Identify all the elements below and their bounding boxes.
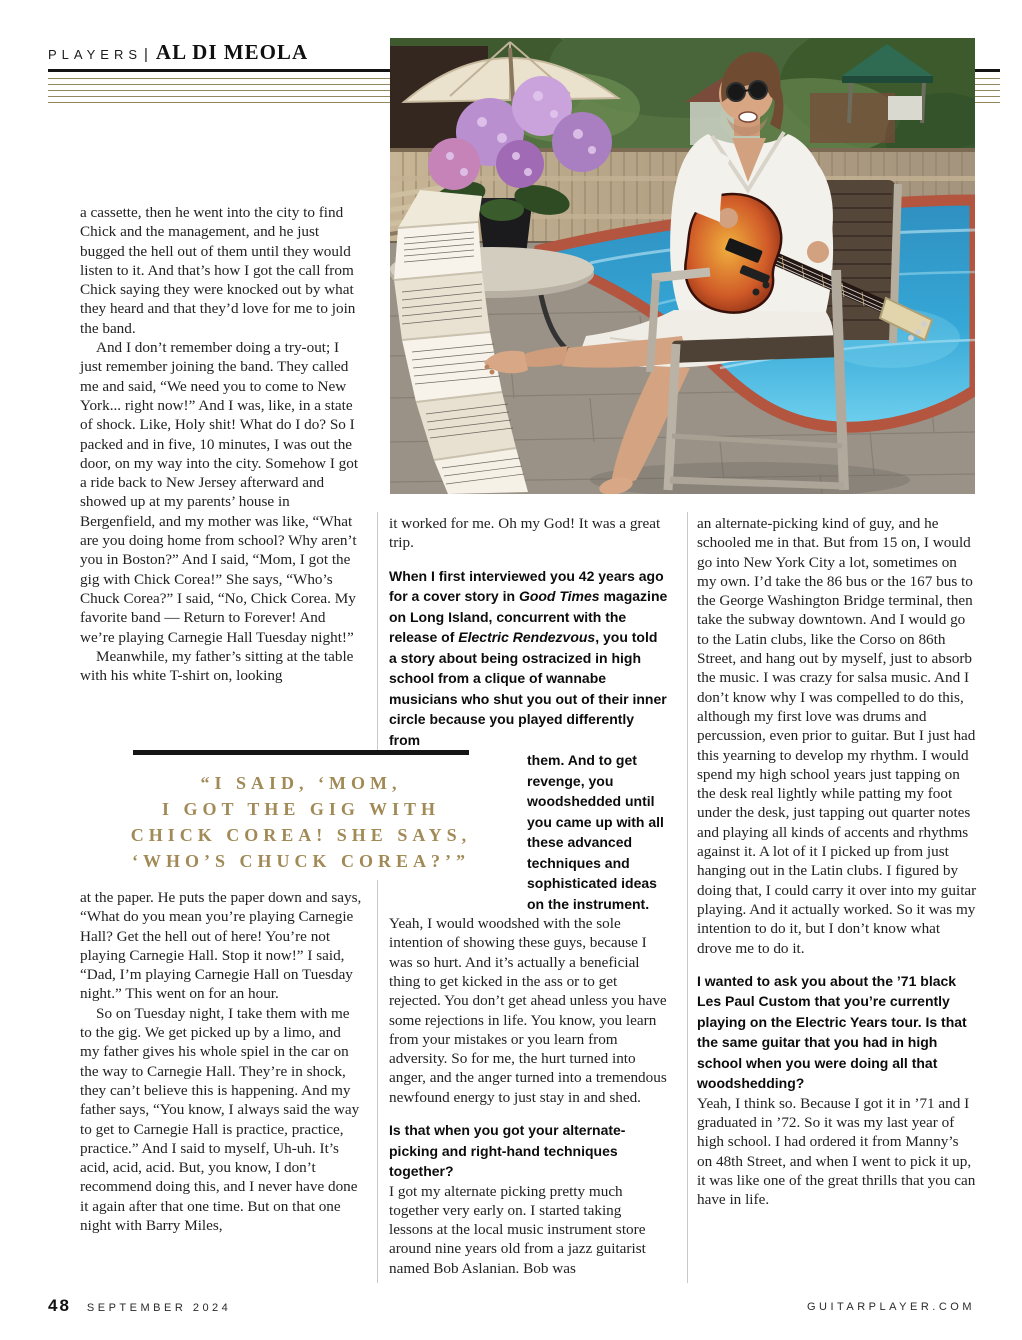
- pull-quote-line: ‘WHO’S CHUCK COREA?’”: [132, 851, 470, 871]
- interview-question: When I first interviewed you 42 years ago for a cover story in Good Times magazine on Long Island, concurrent with the release of Electric Rendezvous, you told a story about being ostracized in high school from a clique of wannabe musicians who shut you out of their inner circle because you played differently from: [389, 567, 668, 748]
- article-column-1-bottom: [80, 888, 362, 1235]
- section-header: [48, 40, 308, 65]
- column-divider: [687, 512, 688, 1283]
- website-url: GUITARPLAYER.COM: [806, 1301, 975, 1313]
- article-paragraph: Meanwhile, my father’s sitting at the table with his white T-shirt on, looking: [80, 647, 354, 685]
- article-column-2: [389, 514, 669, 1278]
- article-paragraph: So on Tuesday night, I take them with me to the gig. We get picked up by a limo, and my father gives his whole spiel in the car on the way to Carnegie Hall. They’re in shock, they can’t believe this is happening. And my father says, “You know, I always said the way to get to Carnegie Hall is practice, practice, practice.” And I said to myself, Uh-uh. It’s acid, acid, acid. But, you know, I don’t recommend doing this, and I never have done it again after that one time. But on that one night with Barry Miles,: [80, 1004, 360, 1235]
- page-number: 48: [48, 1296, 71, 1315]
- section-kicker: PLAYERS: [48, 47, 143, 62]
- kicker-separator: |: [144, 46, 148, 63]
- interview-answer: I got my alternate picking pretty much together very early on. I started taking lessons at the local music instrument store around nine years old from a jazz guitarist named Bob Aslanian. Bob was: [389, 1182, 646, 1277]
- interview-answer: an alternate-picking kind of guy, and he schooled me in that. But from 15 on, I would go into New York City a lot, sometimes on my own. I’d take the 86 bus or the 167 bus to the George Washington Bridge terminal, then take the subway downtown. And I would go to the Latin clubs, like the Corso on 86th Street, and hang out by myself, just to absorb the music. I was crazy for salsa music. And I don’t know why I was compelled to do this, although my first love was drums and percussion, even prior to guitar. But I just had this yearning to develop my rhythm. I would spend my high school years just tapping on the desk real lightly while patting my foot under the desk, just tapping out quarter notes and playing all kinds of accents and rhythms against it. A lot of it I picked up from just hanging out in the Latin clubs. I figured by doing that, I could carry it over into my guitar playing. And it actually worked. So it was my intention to do it, but I don’t know what drove me to do it.: [697, 515, 977, 957]
- column-divider: [377, 880, 378, 1283]
- interview-question: I wanted to ask you about the ’71 black Les Paul Custom that you’re currently playing on the Electric Years tour. Is that the same guitar that you had in high school when you were doing all that woodshedding?: [697, 972, 967, 1092]
- issue-date: SEPTEMBER 2024: [86, 1302, 232, 1314]
- column-divider: [377, 512, 378, 750]
- article-column-3: [697, 514, 977, 1210]
- artist-name-title: AL DI MEOLA: [155, 40, 309, 64]
- article-paragraph: it worked for me. Oh my God! It was a great trip.: [389, 515, 661, 552]
- article-column-1-top: [80, 203, 362, 685]
- article-paragraph: at the paper. He puts the paper down and says, “What do you mean you’re playing Carnegie Hall? Get the hell out of here! You’re not playing Carnegie Hall. Stop it now!” I said, “Dad, I’m playing Carnegie Hall on Tuesday night.” This went on for an hour.: [80, 889, 362, 1003]
- footer-left: [48, 1296, 231, 1316]
- article-paragraph: And I don’t remember doing a try-out; I just remember joining the band. They called me and said, “We need you to come to New York... right now!” And I was, like, in a state of shock. Like, Holy shit! What do I do? So I packed and in five, 10 minutes, I was out the door, on my way into the city. Somehow I got a ride back to New Jersey afterward and showed up at my parents’ house in Bergenfield, and my mother was like, “What are you doing home from school? Why aren’t you in Boston?” And I said, “Mom, I got the gig with Chick Corea!” She says, “Who’s Chuck Corea?” I said, “No, Chick Corea. My favorite band — Return to Forever! And we’re playing Carnegie Hall Tuesday night!”: [80, 339, 359, 646]
- interview-answer: Yeah, I think so. Because I got it in ’71 and I graduated in ’72. So it was my last year of high school. I had ordered it from Manny’s on 48th Street, and when I went to pick it up, it was like one of the great thrills that you can have in life.: [697, 1094, 976, 1209]
- pull-quote-line: I GOT THE GIG WITH: [161, 799, 441, 819]
- pull-quote-line: CHICK COREA! SHE SAYS,: [130, 825, 472, 845]
- poolside-photo-illustration: [390, 38, 975, 494]
- interview-question-wrap: them. And to get revenge, you woodshedded until you came up with all these advanced techniques and sophisticated ideas on the instrument.: [527, 752, 664, 912]
- interview-answer: Yeah, I would woodshed with the sole intention of showing these guys, because I was so hurt. And it’s actually a beneficial thing to get kicked in the ass or to get rejected. You don’t get ahead unless you have some rejections in life. You know, you learn from your mistakes or you learn from adversity. So for me, the hurt turned into anger, and the anger turned into a tremendous newfound energy to just stay in and shed.: [389, 915, 667, 1106]
- pull-quote-line: “I SAID, ‘MOM,: [200, 773, 402, 793]
- feature-photo: [390, 38, 975, 494]
- interview-question: Is that when you got your alternate-picking and right-hand techniques together?: [389, 1122, 626, 1180]
- article-paragraph: a cassette, then he went into the city to find Chick and the management, and he just bugged the hell out of them until they would listen to it. And that’s how I got the call from Chick saying they were knocked out by what they heard and that they’d love for me to join the band.: [80, 204, 356, 337]
